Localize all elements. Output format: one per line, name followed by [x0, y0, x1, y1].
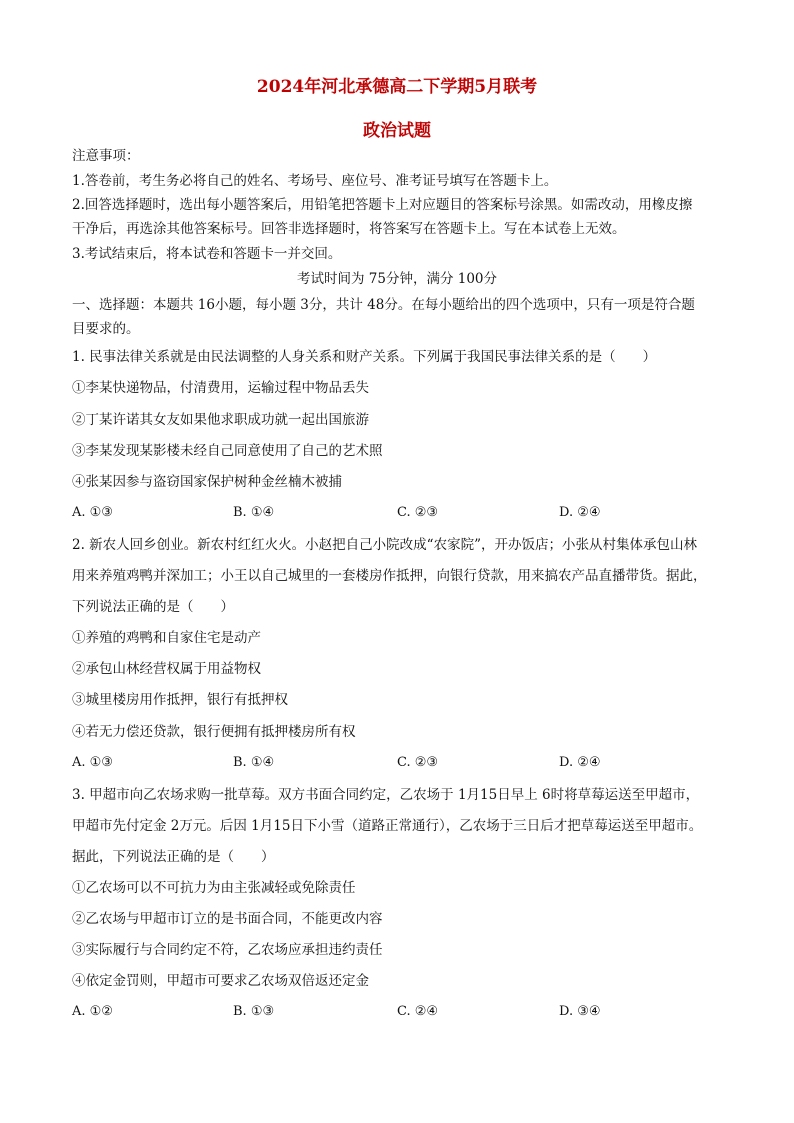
exam-subject: 政治试题	[363, 121, 431, 141]
option-a: A. ①②	[72, 1004, 113, 1019]
question-2-stem: 2. 新农人回乡创业。新农村红红火火。小赵把自己小院改成“农家院”，开办饭店；小张从村集体承包山林	[72, 537, 697, 553]
question-1-options	[72, 505, 732, 523]
option-d: D. ②④	[559, 505, 601, 520]
question-2-stem: 下列说法正确的是（ ）	[72, 599, 234, 615]
question-1-item: ②丁某许诺其女友如果他求职成功就一起出国旅游	[72, 412, 369, 428]
section-heading-cont: 目要求的。	[72, 321, 140, 337]
question-1-stem: 1. 民事法律关系就是由民法调整的人身关系和财产关系。下列属于我国民事法律关系的是（ ）	[72, 349, 657, 365]
note-item: 2.回答选择题时，选出每小题答案后，用铅笔把答题卡上对应题目的答案标号涂黑。如需改动，用橡皮擦	[72, 197, 693, 213]
option-b: B. ①④	[233, 755, 275, 770]
question-2-item: ③城里楼房用作抵押，银行有抵押权	[72, 692, 288, 708]
question-1-item: ④张某因参与盗窃国家保护树种金丝楠木被捕	[72, 474, 342, 490]
option-a: A. ①③	[72, 755, 113, 770]
question-3-item: ②乙农场与甲超市订立的是书面合同，不能更改内容	[72, 911, 383, 927]
option-c: C. ②③	[397, 755, 439, 770]
option-b: B. ①③	[233, 1004, 275, 1019]
question-2-stem: 用来养殖鸡鸭并深加工；小王以自己城里的一套楼房作抵押，向银行贷款，用来搞农产品直播带货。据此，	[72, 568, 707, 584]
question-2-options	[72, 755, 732, 773]
note-item: 1.答卷前，考生务必将自己的姓名、考场号、座位号、准考证号填写在答题卡上。	[72, 173, 558, 189]
question-3-options	[72, 1004, 732, 1022]
option-c: C. ②④	[397, 1004, 439, 1019]
question-1-item: ①李某快递物品，付清费用，运输过程中物品丢失	[72, 380, 369, 396]
question-3-item: ④依定金罚则，甲超市可要求乙农场双倍返还定金	[72, 973, 369, 989]
question-2-item: ④若无力偿还贷款，银行便拥有抵押楼房所有权	[72, 724, 356, 740]
note-item: 干净后，再选涂其他答案标号。回答非选择题时，将答案写在答题卡上。写在本试卷上无效。	[72, 221, 626, 237]
question-3-stem: 据此，下列说法正确的是（ ）	[72, 849, 275, 865]
question-1-item: ③李某发现某影楼未经自己同意使用了自己的艺术照	[72, 443, 383, 459]
option-d: D. ②④	[559, 755, 601, 770]
option-b: B. ①④	[233, 505, 275, 520]
question-3-item: ①乙农场可以不可抗力为由主张减轻或免除责任	[72, 880, 356, 896]
option-c: C. ②③	[397, 505, 439, 520]
question-2-item: ①养殖的鸡鸭和自家住宅是动产	[72, 630, 261, 646]
question-3-item: ③实际履行与合同约定不符，乙农场应承担违约责任	[72, 942, 383, 958]
option-d: D. ③④	[559, 1004, 601, 1019]
question-3-stem: 甲超市先付定金 2万元。后因 1月15日下小雪（道路正常通行），乙农场于三日后才把草莓运送至甲超市。	[72, 818, 703, 834]
note-item: 3.考试结束后，将本试卷和答题卡一并交回。	[72, 246, 342, 262]
exam-time-info: 考试时间为 75分钟，满分 100分	[296, 271, 498, 287]
option-a: A. ①③	[72, 505, 113, 520]
exam-title: 2024年河北承德高二下学期5月联考	[256, 77, 538, 97]
section-heading: 一、选择题：本题共 16小题，每小题 3分，共计 48分。在每小题给出的四个选项中，只有一项是符合题	[72, 297, 695, 313]
question-2-item: ②承包山林经营权属于用益物权	[72, 661, 261, 677]
question-3-stem: 3. 甲超市向乙农场求购一批草莓。双方书面合同约定，乙农场于 1月15日早上 6时将草莓运送至甲超市，	[72, 787, 700, 803]
notes-heading: 注意事项：	[72, 148, 140, 164]
